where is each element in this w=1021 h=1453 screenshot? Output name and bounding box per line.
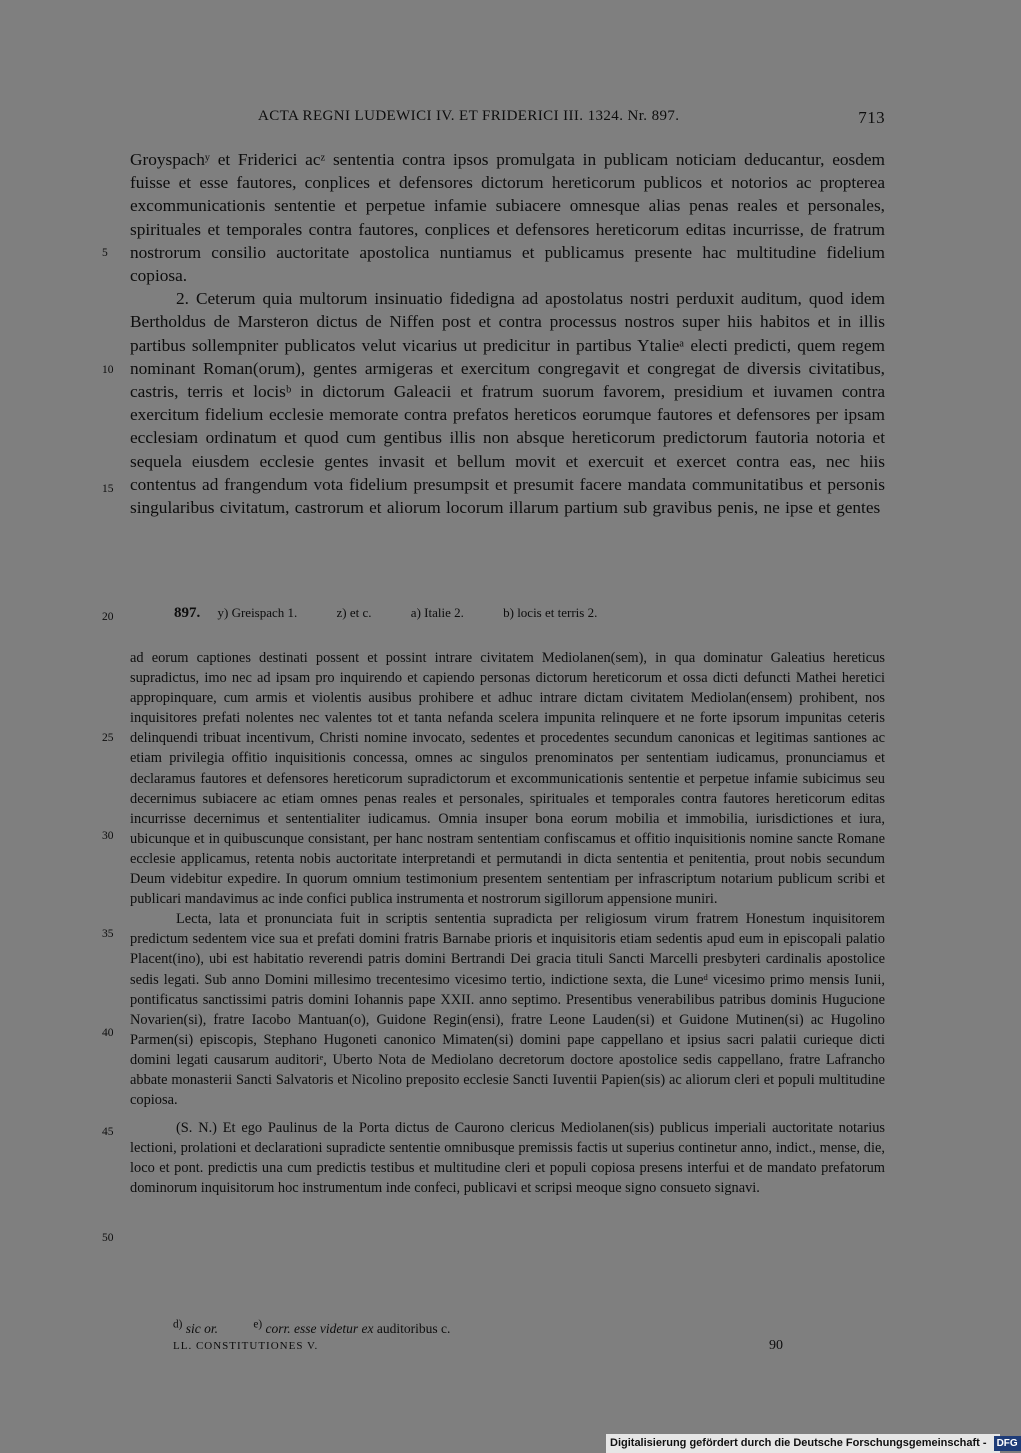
note-d: $^{d)}$ sic or. <box>173 1318 219 1336</box>
digitization-credit: Digitalisierung gefördert durch die Deutsche Forschungsgemeinschaft - <box>610 1437 987 1449</box>
line-number: 30 <box>102 830 114 842</box>
line-number: 25 <box>102 732 114 744</box>
line-number: 10 <box>102 364 114 376</box>
note-e: $^{e)}$ corr. esse videtur ex auditoribus c. <box>253 1318 451 1336</box>
paragraph-1: Groyspachʸ et Friderici acᶻ sententia contra ipsos promulgata in publicam noticiam deducantur, eosdem fuisse et esse fautores, conplices et defensores dictorum hereticorum publicos et notorios ac propterea excommunicationis sententie et perpetue infamie subiacere omnesque alias penas reales et personales, spirituales et temporales contra fautores, conplices et defensores hereticorum editas incurrisse, de fratrum nostrorum consilio auctoritate apostolica nuntiamus et publicamus presente hac multitudine fidelium copiosa. <box>130 150 885 286</box>
continuation-text-block <box>130 648 885 1199</box>
page-footer <box>173 1340 793 1352</box>
document-number: 897. <box>174 605 201 621</box>
line-number: 40 <box>102 1027 114 1039</box>
paragraph-4: Lecta, lata et pronunciata fuit in scriptis sententia supradicta per religiosum virum fratrem Honestum inquisitorem predictum sedentem vice sua et prefati domini fratris Barnabe prioris et inquisitoris etiam sedentis apud eum in episcopali palatio Placent(ino), ubi est habitatio reverendi patris domini Bertrandi Dei gracia tituli Sancti Marcelli presbyteri cardinalis apostolice sedis legati. Sub anno Domini millesimo trecentesimo vicesimo tertio, indictione sexta, die Luneᵈ vicesimo primo mensis Iunii, pontificatus sanctissimi patris domini Iohannis pape XXII. anno septimo. Presentibus venerabilibus patribus dominis Hugucione Novarien(si), fratre Iacobo Mantuan(o), Guidone Regin(ensi), fratre Leone Lauden(si) et Guidone Mutinen(si) ac Hugolino Parmen(si) episcopis, Stephano Hugoneti canonico Mimaten(si) domini pape cappellano et ipsius sacri palatii curieque dicti domini legati causarum auditoriᵉ, Uberto Nota de Mediolano decretorum doctore apostolice sedis cappellano, fratre Lafrancho abbate monasterii Sancti Salvatoris et Nicolino preposito ecclesie Sancti Iuventii Papien(sis) ac aliorum cleri et populi multitudine copiosa. <box>130 911 885 1109</box>
main-text-block <box>130 148 885 519</box>
paragraph-2: 2. Ceterum quia multorum insinuatio fidedigna ad apostolatus nostri perduxit auditum, quod idem Bertholdus de Marsteron dictus de Niffen post et contra processus nostros super hiis habitos et in illis partibus sollempniter publicatos velut vicarius ut predicitur in partibus Ytalieᵃ electi predicti, quem regem nominant Roman(orum), gentes armigeras et exercitum congregavit et congregat de diversis civitatibus, castris, terris et locisᵇ in dictorum Galeacii et fratrum suorum favorem, presidium et iuvamen contra exercitum fidelium ecclesie memorate contra prefatos hereticos eorumque fautores et defensores per ipsam ecclesiam ordinatum et quod cum gentibus illis non absque hereticorum predictorum fautoria notoria et sequela eiusdem ecclesie gentes invasit et bellum movit et exercuit et exercet contra eas, nec hiis contentus ad frangendum vota fidelium presumpsit et presumit facere mandata communitatibus et personis singularibus civitatum, castrorum et aliorum locorum illarum partium sub gravibus penis, ne ipse et gentes <box>130 289 885 518</box>
line-number: 15 <box>102 483 114 495</box>
note-z: z) et c. <box>336 605 372 620</box>
line-number: 50 <box>102 1232 114 1244</box>
note-a: a) Italie 2. <box>410 605 464 620</box>
paragraph-3: ad eorum captiones destinati possent et possint intrare civitatem Mediolanen(sem), in qua dominatur Galeatius hereticus supradictus, imo nec ad ipsam pro inquirendo et capiendo personas dictorum hereticorum et ossa dicti defuncti Mathei heretici appropinquare, cum armis et violentis ausibus prohibere et adhuc intrare dictam civitatem Mediolan(ensem) prohibent, nos inquisitores prefati nolentes nec valentes tot et tanta nefanda scelera impunita relinquere et ne forte ipsorum impunitas ceteris delinquendi tribuat incentivum, Christi nomine invocato, sedentes et procedentes secundum canonicas et legitimas santiones ac etiam privilegia offitio inquisitionis concessa, omnes ac singulos prenominatos per sententiam iudicamus, pronunciamus et declaramus fautores et defensores hereticorum supradictorum et excommunicationis sententie et perpetue infamie subicimus seu decernimus subiacere ac etiam omnes penas reales et personales, spirituales et temporales contra fautores hereticorum editas incurrisse decernimus et sententialiter iudicamus. Omnia insuper bona eorum mobilia et immobilia, iurisdictiones et iura, ubicunque et in quibuscunque consistant, per hanc nostram sententiam confiscamus et offitio inquisitionis nomine sancte Romane ecclesie applicamus, retenta nobis auctoritate interpretandi et permutandi in dicta sententia et penitentia, prout nobis secundum Deum videbitur expedire. In quorum omnium testimonium presentem sententiam per infrascriptum notarium publicum scribi et publicari mandavimus ac inde confici publica instrumenta et nostrorum sigillorum appensione muniri. <box>130 650 885 908</box>
apparatus-notes-top <box>130 605 885 622</box>
line-number: 35 <box>102 928 114 940</box>
note-y: y) Greispach 1. <box>217 605 298 620</box>
line-number: 45 <box>102 1126 114 1138</box>
digitization-credit-bar <box>606 1434 1018 1453</box>
page-number: 713 <box>858 108 885 127</box>
line-number: 20 <box>102 611 114 623</box>
gathering-signature: 90 <box>769 1338 783 1353</box>
series-title: LL. CONSTITUTIONES V. <box>173 1340 319 1352</box>
notary-subscription: (S. N.) Et ego Paulinus de la Porta dictus de Caurono clericus Mediolanen(sis) publicus imperiali auctoritate notarius lectioni, prolationi et declarationi supradicte sententie omnibusque premissis factis ut superius continetur anno, indict., mense, die, loco et pont. predictis una cum predictis testibus et multitudine cleri et populi copiosa presens interfui et de mandato prefatorum dominorum inquisitorum hoc instrumentum inde confeci, publicavi et scripsi meoque signo consueto signavi. <box>130 1120 885 1197</box>
dfg-logo: DFG <box>994 1436 1021 1451</box>
apparatus-notes-bottom <box>173 1318 482 1337</box>
running-title: ACTA REGNI LUDEWICI IV. ET FRIDERICI III. 1324. Nr. 897. <box>258 108 680 124</box>
note-b: b) locis et terris 2. <box>503 605 598 620</box>
line-number: 5 <box>102 247 108 259</box>
